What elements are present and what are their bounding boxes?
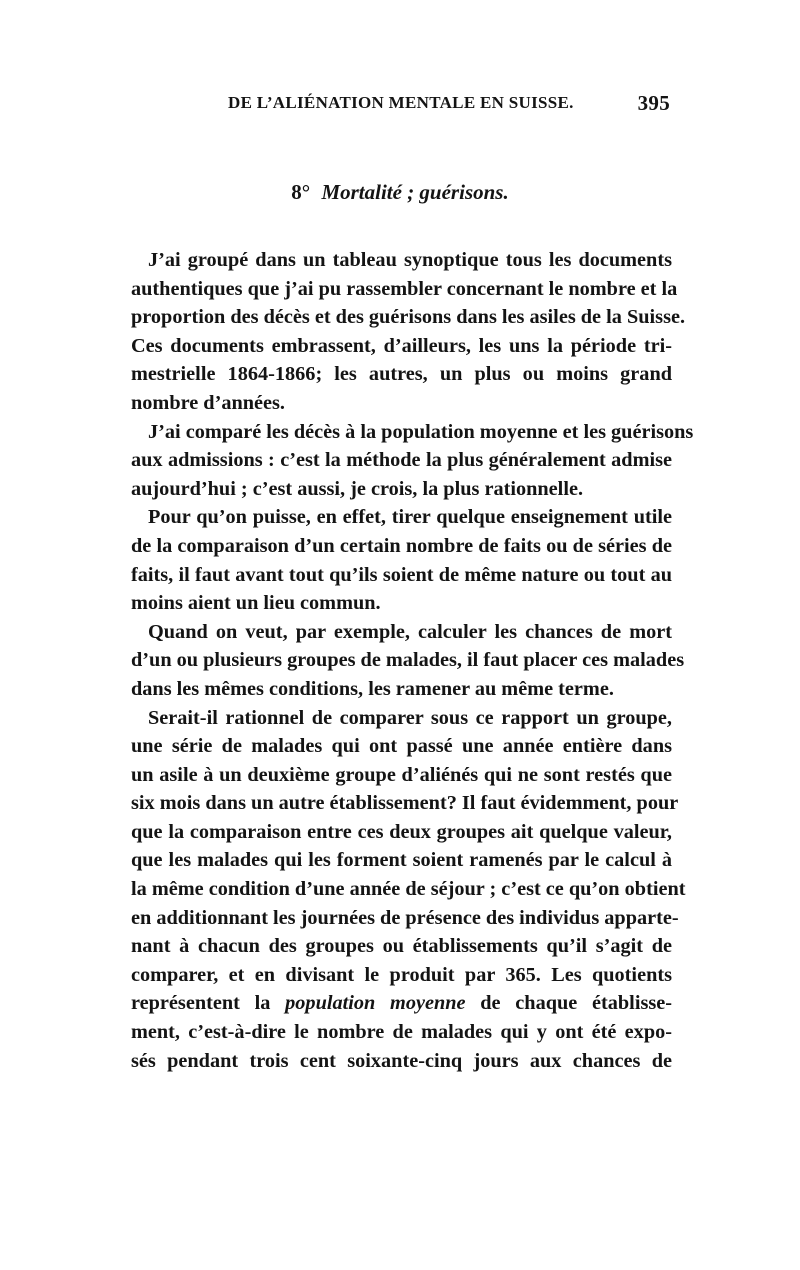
text-line: que la comparaison entre ces deux groupes ait quelque valeur, xyxy=(131,820,672,843)
text-line: ment, c’est-à-dire le nombre de malades qui y ont été expo- xyxy=(131,1021,672,1044)
text-line: sés pendant trois cent soixante-cinq jours aux chances de xyxy=(131,1049,672,1072)
text-line: la même condition d’une année de séjour ; c’est ce qu’on obtient xyxy=(131,878,686,901)
body-text xyxy=(131,246,694,1075)
running-header xyxy=(228,93,678,119)
text-line: d’un ou plusieurs groupes de malades, il faut placer ces malades xyxy=(131,649,685,672)
text-line xyxy=(131,989,672,1018)
text-line: de la comparaison d’un certain nombre de faits ou de séries de xyxy=(131,534,672,557)
text-line: faits, il faut avant tout qu’ils soient de même nature ou tout au xyxy=(131,563,672,586)
text-line: dans les mêmes conditions, les ramener au même terme. xyxy=(131,677,614,700)
text-line: authentiques que j’ai pu rassembler concernant le nombre et la xyxy=(131,277,678,300)
text-segment: représentent la xyxy=(131,992,286,1015)
text-line: aux admissions : c’est la méthode la plus généralement admise xyxy=(131,449,672,472)
text-line: Pour qu’on puisse, en effet, tirer quelque enseignement utile xyxy=(148,506,672,529)
text-line: un asile à un deuxième groupe d’aliénés qui ne sont restés que xyxy=(131,763,672,786)
text-line: nombre d’années. xyxy=(131,391,286,414)
text-line: aujourd’hui ; c’est aussi, je crois, la plus rationnelle. xyxy=(131,477,584,500)
text-line: Quand on veut, par exemple, calculer les chances de mort xyxy=(148,620,672,643)
text-line: en additionnant les journées de présence des individus apparte- xyxy=(131,906,679,929)
running-title: DE L’ALIÉNATION MENTALE EN SUISSE. xyxy=(228,93,574,112)
text-line: six mois dans un autre établissement? Il faut évidemment, pour xyxy=(131,792,679,815)
text-line: mestrielle 1864-1866; les autres, un plus ou moins grand xyxy=(131,363,672,386)
section-heading xyxy=(0,180,800,205)
text-line: que les malades qui les forment soient ramenés par le calcul à xyxy=(131,849,672,872)
text-line: nant à chacun des groupes ou établissements qu’il s’agit de xyxy=(131,935,672,958)
text-segment: de chaque établisse- xyxy=(465,992,672,1015)
paragraph xyxy=(131,418,694,504)
text-line: J’ai comparé les décès à la population moyenne et les guérisons xyxy=(148,420,694,443)
text-line: J’ai groupé dans un tableau synoptique tous les documents xyxy=(148,249,672,271)
text-line: moins aient un lieu commun. xyxy=(131,592,381,615)
text-line: une série de malades qui ont passé une année entière dans xyxy=(131,735,672,758)
italic-term: population moyenne xyxy=(285,992,466,1015)
page-number: 395 xyxy=(637,91,670,115)
section-title: Mortalité ; guérisons. xyxy=(321,180,509,204)
paragraph xyxy=(131,618,685,704)
section-number: 8° xyxy=(291,180,311,204)
text-line: comparer, et en divisant le produit par 365. Les quotients xyxy=(131,963,672,986)
paragraph xyxy=(131,503,672,617)
paragraph xyxy=(131,246,686,418)
paragraph xyxy=(131,704,686,1076)
text-line: Ces documents embrassent, d’ailleurs, les uns la période tri- xyxy=(131,334,672,357)
text-line: proportion des décès et des guérisons dans les asiles de la Suisse. xyxy=(131,306,686,329)
text-line: Serait-il rationnel de comparer sous ce rapport un groupe, xyxy=(148,706,672,729)
